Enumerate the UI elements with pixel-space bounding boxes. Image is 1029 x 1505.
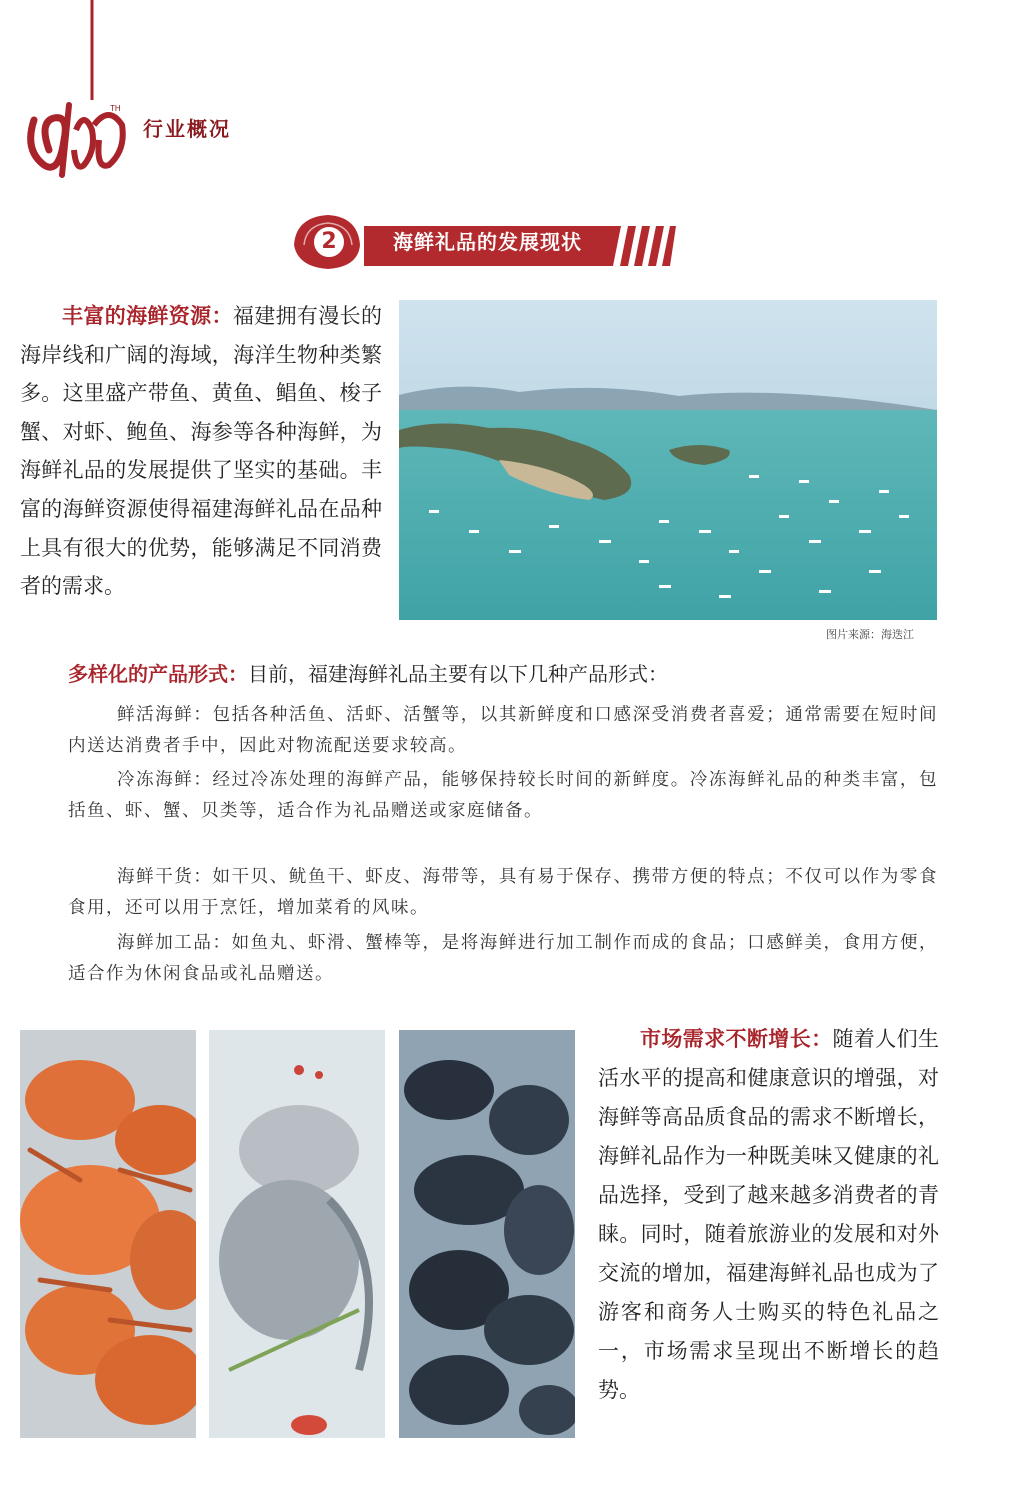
section-title: 海鲜礼品的发展现状 [393, 230, 582, 254]
logo-tm: TH [110, 104, 121, 113]
products-paragraph [20, 657, 940, 691]
resources-heading: 丰富的海鲜资源： [62, 304, 233, 328]
resources-paragraph [20, 297, 382, 606]
product-item-processed: 海鲜加工品：如鱼丸、虾滑、蟹棒等，是将海鲜进行加工制作而成的食品；口感鲜美，食用方便，适合作为休闲食品或礼品赠送。 [68, 933, 938, 984]
products-heading: 多样化的产品形式： [68, 662, 248, 686]
demand-heading: 市场需求不断增长： [640, 1027, 833, 1051]
demand-paragraph [598, 1020, 939, 1410]
demand-text: 随着人们生活水平的提高和健康意识的增强，对海鲜等高品质食品的需求不断增长，海鲜礼品作为一种既美味又健康的礼品选择，受到了越来越多消费者的青睐。同时，随着旅游业的发展和对外交流的增加，福建海鲜礼品也成为了游客和商务人士购买的特色礼品之一，市场需求呈现出不断增长的趋势。 [598, 1027, 940, 1402]
mussel-photo [399, 1030, 575, 1438]
coastline-photo [399, 300, 937, 620]
product-item-live: 鲜活海鲜：包括各种活鱼、活虾、活蟹等，以其新鲜度和口感深受消费者喜爱；通常需要在短时间内送达消费者手中，因此对物流配送要求较高。 [68, 705, 938, 756]
section-number: 2 [312, 225, 346, 259]
anniversary-logo [14, 0, 134, 190]
products-intro: 目前，福建海鲜礼品主要有以下几种产品形式： [248, 662, 668, 686]
crab-photo [20, 1030, 196, 1438]
section-tag: 行业概况 [143, 117, 231, 141]
resources-text: 福建拥有漫长的海岸线和广阔的海域，海洋生物种类繁多。这里盛产带鱼、黄鱼、鲳鱼、梭子蟹、对虾、鲍鱼、海参等各种海鲜，为海鲜礼品的发展提供了坚实的基础。丰富的海鲜资源使得福建海鲜礼品在品种上具有很大的优势，能够满足不同消费者的需求。 [20, 304, 383, 599]
product-item-frozen: 冷冻海鲜：经过冷冻处理的海鲜产品，能够保持较长时间的新鲜度。冷冻海鲜礼品的种类丰富，包括鱼、虾、蟹、贝类等，适合作为礼品赠送或家庭储备。 [68, 770, 938, 821]
photo-caption: 图片来源：海迭江 [826, 628, 914, 641]
product-item-dried: 海鲜干货：如干贝、鱿鱼干、虾皮、海带等，具有易于保存、携带方便的特点；不仅可以作为零食食用，还可以用于烹饪，增加菜肴的风味。 [68, 867, 938, 918]
shrimp-photo [209, 1030, 385, 1438]
